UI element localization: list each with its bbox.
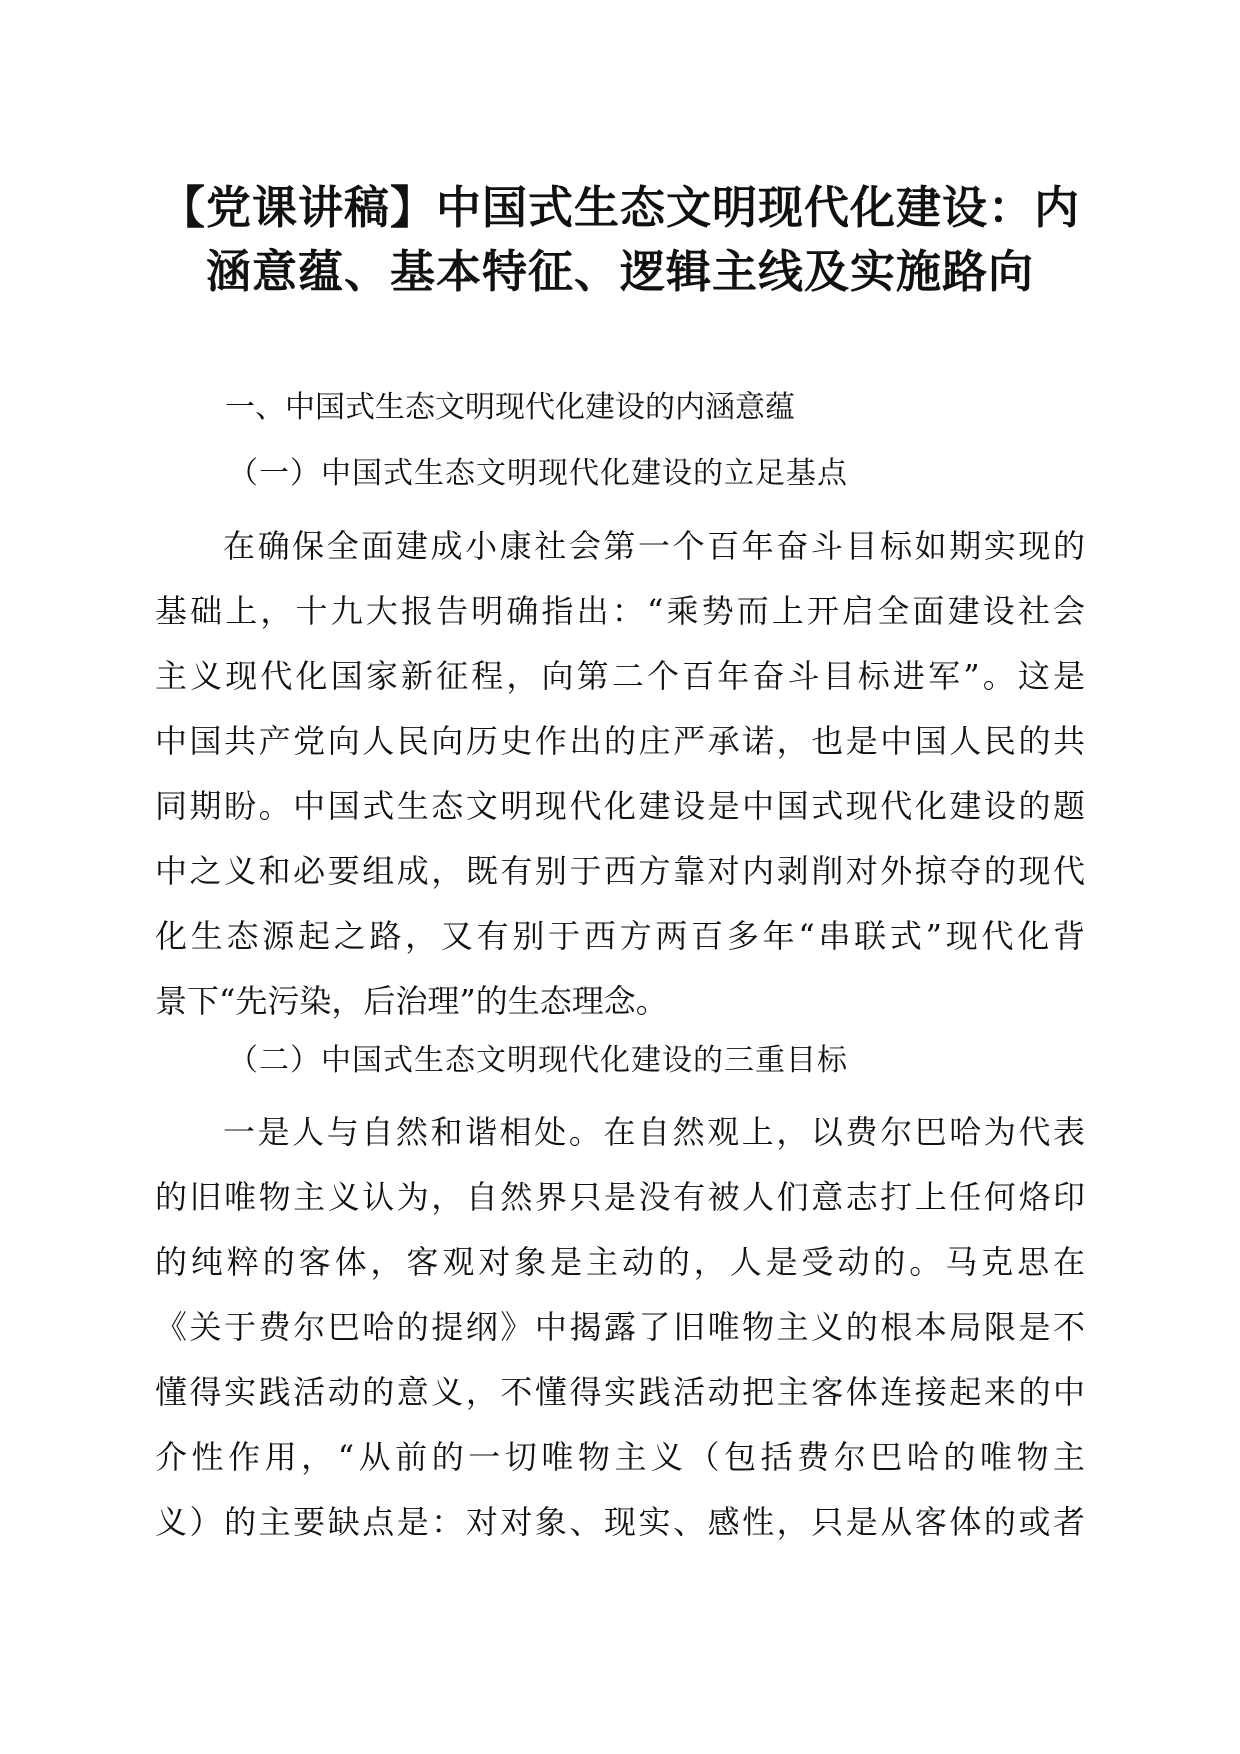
title-line: 涵意蕴、基本特征、逻辑主线及实施路向: [205, 245, 1034, 298]
body-paragraph: [155, 1100, 1085, 1555]
paragraph-line: 基础上，十九大报告明确指出：“乘势而上开启全面建设社会: [155, 592, 1085, 630]
paragraph-line: 化生态源起之路，又有别于西方两百多年“串联式”现代化背: [155, 917, 1085, 955]
subsection-heading: （一）中国式生态文明现代化建设的立足基点: [228, 456, 848, 491]
paragraph-line: 的旧唯物主义认为，自然界只是没有被人们意志打上任何烙印: [155, 1178, 1085, 1216]
paragraph-line: 中国共产党向人民向历史作出的庄严承诺，也是中国人民的共: [155, 722, 1085, 760]
paragraph-line: 的纯粹的客体，客观对象是主动的，人是受动的。马克思在: [155, 1243, 1085, 1281]
paragraph-line: 主义现代化国家新征程，向第二个百年奋斗目标进军”。这是: [155, 657, 1085, 695]
paragraph-line: 在确保全面建成小康社会第一个百年奋斗目标如期实现的: [223, 527, 1085, 565]
paragraph-line: 《关于费尔巴哈的提纲》中揭露了旧唯物主义的根本局限是不: [155, 1308, 1085, 1346]
paragraph-line: 懂得实践活动的意义，不懂得实践活动把主客体连接起来的中: [155, 1373, 1085, 1411]
subsection-heading: （二）中国式生态文明现代化建设的三重目标: [228, 1043, 848, 1078]
paragraph-line: 介性作用，“从前的一切唯物主义（包括费尔巴哈的唯物主: [155, 1438, 1085, 1476]
body-paragraph: [155, 514, 1085, 1034]
paragraph-line: 义）的主要缺点是：对对象、现实、感性，只是从客体的或者: [155, 1503, 1085, 1541]
paragraph-line: 中之义和必要组成，既有别于西方靠对内剥削对外掠夺的现代: [155, 852, 1085, 890]
title-line: 【党课讲稿】中国式生态文明现代化建设：内: [159, 181, 1080, 234]
section-heading: 一、中国式生态文明现代化建设的内涵意蕴: [225, 390, 795, 425]
paragraph-line: 同期盼。中国式生态文明现代化建设是中国式现代化建设的题: [155, 787, 1085, 825]
paragraph-line: 景下“先污染，后治理”的生态理念。: [155, 982, 668, 1020]
document-title: [150, 176, 1090, 304]
paragraph-line: 一是人与自然和谐相处。在自然观上，以费尔巴哈为代表: [223, 1113, 1085, 1151]
